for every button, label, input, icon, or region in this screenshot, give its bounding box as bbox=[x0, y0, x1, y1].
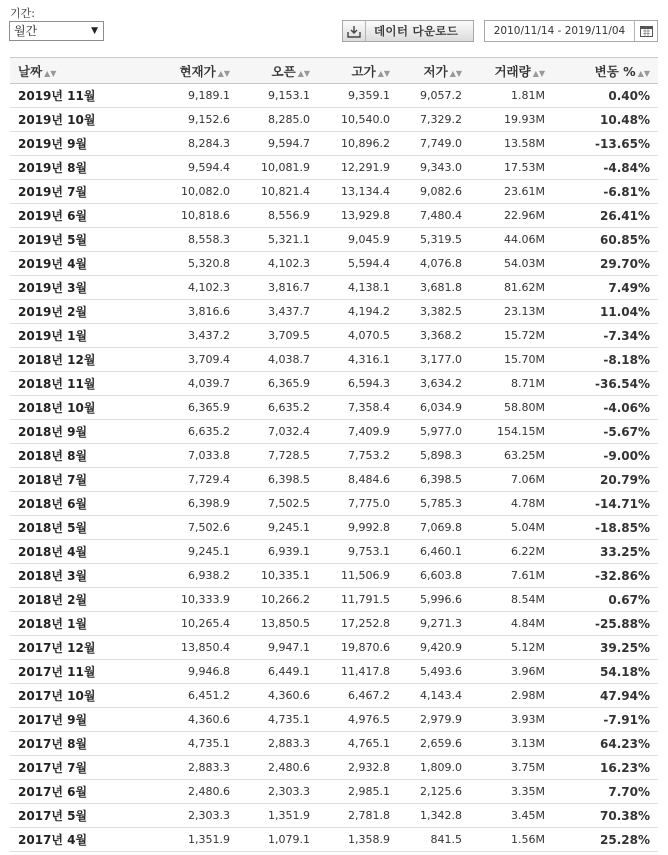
cell-date: 2017년 11월 bbox=[10, 660, 138, 684]
cell-open: 2,883.3 bbox=[238, 732, 318, 756]
cell-open: 8,556.9 bbox=[238, 204, 318, 228]
cell-change: -6.81% bbox=[553, 180, 658, 204]
cell-date: 2018년 11월 bbox=[10, 372, 138, 396]
table-row bbox=[10, 276, 658, 300]
cell-low: 3,681.8 bbox=[398, 276, 470, 300]
cell-open: 4,038.7 bbox=[238, 348, 318, 372]
cell-date: 2018년 1월 bbox=[10, 612, 138, 636]
table-row bbox=[10, 660, 658, 684]
cell-low: 4,076.8 bbox=[398, 252, 470, 276]
cell-date: 2017년 6월 bbox=[10, 780, 138, 804]
cell-volume: 4.84M bbox=[470, 612, 553, 636]
cell-change: 0.67% bbox=[553, 588, 658, 612]
table-row bbox=[10, 228, 658, 252]
cell-change: 7.70% bbox=[553, 780, 658, 804]
table-row bbox=[10, 420, 658, 444]
download-data-button[interactable] bbox=[342, 20, 474, 42]
cell-low: 9,343.0 bbox=[398, 156, 470, 180]
cell-open: 4,735.1 bbox=[238, 708, 318, 732]
cell-open: 5,321.1 bbox=[238, 228, 318, 252]
cell-volume: 4.78M bbox=[470, 492, 553, 516]
cell-volume: 3.13M bbox=[470, 732, 553, 756]
cell-price: 13,850.4 bbox=[138, 636, 238, 660]
cell-date: 2017년 4월 bbox=[10, 828, 138, 852]
cell-open: 9,153.1 bbox=[238, 84, 318, 108]
cell-high: 8,484.6 bbox=[318, 468, 398, 492]
table-row bbox=[10, 300, 658, 324]
cell-high: 11,417.8 bbox=[318, 660, 398, 684]
cell-open: 3,709.5 bbox=[238, 324, 318, 348]
cell-date: 2017년 7월 bbox=[10, 756, 138, 780]
sort-icon: ▲▼ bbox=[637, 68, 650, 78]
column-header-price[interactable]: 현재가 ▲▼ bbox=[138, 58, 238, 84]
cell-change: 16.23% bbox=[553, 756, 658, 780]
cell-price: 2,303.3 bbox=[138, 804, 238, 828]
table-row bbox=[10, 732, 658, 756]
column-header-high[interactable]: 고가 ▲▼ bbox=[318, 58, 398, 84]
cell-price: 7,729.4 bbox=[138, 468, 238, 492]
cell-price: 4,102.3 bbox=[138, 276, 238, 300]
cell-price: 9,189.1 bbox=[138, 84, 238, 108]
cell-price: 4,039.7 bbox=[138, 372, 238, 396]
table-row bbox=[10, 204, 658, 228]
table-row bbox=[10, 132, 658, 156]
cell-high: 10,896.2 bbox=[318, 132, 398, 156]
cell-price: 5,320.8 bbox=[138, 252, 238, 276]
cell-low: 3,634.2 bbox=[398, 372, 470, 396]
cell-change: 33.25% bbox=[553, 540, 658, 564]
table-row bbox=[10, 708, 658, 732]
sort-icon: ▲▼ bbox=[44, 68, 57, 78]
cell-high: 6,594.3 bbox=[318, 372, 398, 396]
cell-open: 10,821.4 bbox=[238, 180, 318, 204]
cell-volume: 58.80M bbox=[470, 396, 553, 420]
cell-date: 2019년 6월 bbox=[10, 204, 138, 228]
cell-low: 4,143.4 bbox=[398, 684, 470, 708]
cell-change: 0.40% bbox=[553, 84, 658, 108]
cell-date: 2018년 10월 bbox=[10, 396, 138, 420]
table-row bbox=[10, 612, 658, 636]
cell-low: 9,271.3 bbox=[398, 612, 470, 636]
cell-low: 3,177.0 bbox=[398, 348, 470, 372]
cell-price: 6,398.9 bbox=[138, 492, 238, 516]
cell-date: 2017년 12월 bbox=[10, 636, 138, 660]
cell-change: -13.65% bbox=[553, 132, 658, 156]
cell-volume: 5.04M bbox=[470, 516, 553, 540]
cell-high: 5,594.4 bbox=[318, 252, 398, 276]
cell-change: -7.34% bbox=[553, 324, 658, 348]
cell-change: -5.67% bbox=[553, 420, 658, 444]
cell-price: 9,152.6 bbox=[138, 108, 238, 132]
cell-volume: 8.71M bbox=[470, 372, 553, 396]
cell-high: 1,358.9 bbox=[318, 828, 398, 852]
cell-high: 4,976.5 bbox=[318, 708, 398, 732]
cell-date: 2019년 9월 bbox=[10, 132, 138, 156]
table-row bbox=[10, 396, 658, 420]
cell-change: 20.79% bbox=[553, 468, 658, 492]
date-range-picker[interactable] bbox=[484, 20, 658, 42]
download-button-label: 데이터 다운로드 bbox=[374, 24, 459, 38]
cell-high: 7,409.9 bbox=[318, 420, 398, 444]
historical-data-table bbox=[10, 57, 658, 852]
cell-price: 4,735.1 bbox=[138, 732, 238, 756]
cell-date: 2019년 10월 bbox=[10, 108, 138, 132]
cell-open: 7,502.5 bbox=[238, 492, 318, 516]
cell-open: 7,032.4 bbox=[238, 420, 318, 444]
cell-change: 54.18% bbox=[553, 660, 658, 684]
cell-date: 2019년 3월 bbox=[10, 276, 138, 300]
cell-low: 6,603.8 bbox=[398, 564, 470, 588]
cell-low: 7,749.0 bbox=[398, 132, 470, 156]
cell-high: 4,194.2 bbox=[318, 300, 398, 324]
cell-low: 6,034.9 bbox=[398, 396, 470, 420]
cell-volume: 1.56M bbox=[470, 828, 553, 852]
cell-open: 13,850.5 bbox=[238, 612, 318, 636]
cell-change: -8.18% bbox=[553, 348, 658, 372]
cell-change: -18.85% bbox=[553, 516, 658, 540]
cell-volume: 6.22M bbox=[470, 540, 553, 564]
cell-volume: 7.06M bbox=[470, 468, 553, 492]
sort-icon: ▲▼ bbox=[297, 68, 310, 78]
table-row bbox=[10, 684, 658, 708]
cell-high: 7,775.0 bbox=[318, 492, 398, 516]
cell-low: 7,480.4 bbox=[398, 204, 470, 228]
cell-low: 5,493.6 bbox=[398, 660, 470, 684]
cell-volume: 23.61M bbox=[470, 180, 553, 204]
cell-volume: 19.93M bbox=[470, 108, 553, 132]
cell-open: 9,245.1 bbox=[238, 516, 318, 540]
table-row bbox=[10, 372, 658, 396]
cell-price: 3,816.6 bbox=[138, 300, 238, 324]
cell-date: 2018년 5월 bbox=[10, 516, 138, 540]
cell-price: 9,245.1 bbox=[138, 540, 238, 564]
cell-date: 2018년 12월 bbox=[10, 348, 138, 372]
cell-open: 3,437.7 bbox=[238, 300, 318, 324]
cell-change: -4.84% bbox=[553, 156, 658, 180]
cell-date: 2019년 7월 bbox=[10, 180, 138, 204]
cell-volume: 154.15M bbox=[470, 420, 553, 444]
cell-volume: 63.25M bbox=[470, 444, 553, 468]
table-row bbox=[10, 84, 658, 108]
cell-volume: 3.45M bbox=[470, 804, 553, 828]
cell-price: 10,333.9 bbox=[138, 588, 238, 612]
cell-date: 2019년 8월 bbox=[10, 156, 138, 180]
cell-high: 7,358.4 bbox=[318, 396, 398, 420]
cell-volume: 44.06M bbox=[470, 228, 553, 252]
cell-change: -32.86% bbox=[553, 564, 658, 588]
table-row bbox=[10, 828, 658, 852]
cell-high: 10,540.0 bbox=[318, 108, 398, 132]
table-row bbox=[10, 180, 658, 204]
cell-low: 7,069.8 bbox=[398, 516, 470, 540]
column-header-volume[interactable]: 거래량 ▲▼ bbox=[470, 58, 553, 84]
cell-high: 9,359.1 bbox=[318, 84, 398, 108]
cell-low: 5,319.5 bbox=[398, 228, 470, 252]
cell-price: 7,033.8 bbox=[138, 444, 238, 468]
cell-high: 12,291.9 bbox=[318, 156, 398, 180]
sort-icon: ▲▼ bbox=[217, 68, 230, 78]
cell-volume: 13.58M bbox=[470, 132, 553, 156]
cell-change: 25.28% bbox=[553, 828, 658, 852]
cell-price: 6,451.2 bbox=[138, 684, 238, 708]
cell-open: 6,635.2 bbox=[238, 396, 318, 420]
cell-change: 7.49% bbox=[553, 276, 658, 300]
cell-volume: 23.13M bbox=[470, 300, 553, 324]
cell-high: 4,316.1 bbox=[318, 348, 398, 372]
cell-date: 2018년 2월 bbox=[10, 588, 138, 612]
cell-date: 2018년 6월 bbox=[10, 492, 138, 516]
cell-high: 13,929.8 bbox=[318, 204, 398, 228]
period-select[interactable] bbox=[9, 21, 104, 41]
cell-volume: 7.61M bbox=[470, 564, 553, 588]
cell-high: 2,932.8 bbox=[318, 756, 398, 780]
cell-change: 39.25% bbox=[553, 636, 658, 660]
cell-change: 26.41% bbox=[553, 204, 658, 228]
table-row bbox=[10, 156, 658, 180]
cell-high: 4,765.1 bbox=[318, 732, 398, 756]
cell-date: 2019년 2월 bbox=[10, 300, 138, 324]
cell-price: 4,360.6 bbox=[138, 708, 238, 732]
cell-low: 9,057.2 bbox=[398, 84, 470, 108]
cell-low: 2,659.6 bbox=[398, 732, 470, 756]
table-row bbox=[10, 756, 658, 780]
cell-date: 2017년 5월 bbox=[10, 804, 138, 828]
cell-volume: 81.62M bbox=[470, 276, 553, 300]
cell-change: -36.54% bbox=[553, 372, 658, 396]
cell-high: 17,252.8 bbox=[318, 612, 398, 636]
cell-change: -4.06% bbox=[553, 396, 658, 420]
cell-low: 1,809.0 bbox=[398, 756, 470, 780]
cell-open: 4,102.3 bbox=[238, 252, 318, 276]
cell-high: 11,791.5 bbox=[318, 588, 398, 612]
cell-volume: 5.12M bbox=[470, 636, 553, 660]
cell-high: 11,506.9 bbox=[318, 564, 398, 588]
sort-icon: ▲▼ bbox=[449, 68, 462, 78]
cell-price: 2,883.3 bbox=[138, 756, 238, 780]
cell-low: 3,382.5 bbox=[398, 300, 470, 324]
table-row bbox=[10, 588, 658, 612]
column-header-open[interactable]: 오픈 ▲▼ bbox=[238, 58, 318, 84]
cell-high: 9,753.1 bbox=[318, 540, 398, 564]
cell-volume: 15.70M bbox=[470, 348, 553, 372]
table-row bbox=[10, 636, 658, 660]
table-row bbox=[10, 804, 658, 828]
cell-price: 3,437.2 bbox=[138, 324, 238, 348]
cell-low: 5,996.6 bbox=[398, 588, 470, 612]
cell-high: 6,467.2 bbox=[318, 684, 398, 708]
period-label: 기간: bbox=[10, 7, 35, 20]
cell-open: 2,480.6 bbox=[238, 756, 318, 780]
cell-high: 13,134.4 bbox=[318, 180, 398, 204]
calendar-icon[interactable] bbox=[634, 21, 657, 41]
dropdown-arrow-icon: ▼ bbox=[91, 26, 98, 36]
cell-date: 2017년 8월 bbox=[10, 732, 138, 756]
cell-open: 10,335.1 bbox=[238, 564, 318, 588]
cell-low: 7,329.2 bbox=[398, 108, 470, 132]
cell-high: 9,045.9 bbox=[318, 228, 398, 252]
cell-open: 3,816.7 bbox=[238, 276, 318, 300]
cell-date: 2018년 9월 bbox=[10, 420, 138, 444]
table-row bbox=[10, 540, 658, 564]
cell-price: 6,635.2 bbox=[138, 420, 238, 444]
cell-change: -9.00% bbox=[553, 444, 658, 468]
cell-low: 9,420.9 bbox=[398, 636, 470, 660]
cell-open: 6,939.1 bbox=[238, 540, 318, 564]
cell-price: 3,709.4 bbox=[138, 348, 238, 372]
table-row bbox=[10, 780, 658, 804]
cell-low: 841.5 bbox=[398, 828, 470, 852]
column-header-date[interactable]: 날짜 ▲▼ bbox=[10, 58, 138, 84]
cell-open: 6,398.5 bbox=[238, 468, 318, 492]
cell-high: 2,781.8 bbox=[318, 804, 398, 828]
cell-volume: 1.81M bbox=[470, 84, 553, 108]
cell-open: 1,079.1 bbox=[238, 828, 318, 852]
cell-change: 47.94% bbox=[553, 684, 658, 708]
cell-low: 6,460.1 bbox=[398, 540, 470, 564]
cell-low: 3,368.2 bbox=[398, 324, 470, 348]
table-row bbox=[10, 468, 658, 492]
cell-price: 8,558.3 bbox=[138, 228, 238, 252]
cell-volume: 15.72M bbox=[470, 324, 553, 348]
cell-change: 64.23% bbox=[553, 732, 658, 756]
cell-date: 2019년 11월 bbox=[10, 84, 138, 108]
cell-open: 8,285.0 bbox=[238, 108, 318, 132]
cell-open: 2,303.3 bbox=[238, 780, 318, 804]
cell-price: 10,082.0 bbox=[138, 180, 238, 204]
cell-change: -7.91% bbox=[553, 708, 658, 732]
cell-price: 8,284.3 bbox=[138, 132, 238, 156]
cell-change: 70.38% bbox=[553, 804, 658, 828]
cell-low: 5,898.3 bbox=[398, 444, 470, 468]
table-row bbox=[10, 348, 658, 372]
cell-open: 7,728.5 bbox=[238, 444, 318, 468]
table-header-row bbox=[10, 58, 658, 84]
cell-price: 10,265.4 bbox=[138, 612, 238, 636]
cell-price: 10,818.6 bbox=[138, 204, 238, 228]
cell-open: 10,266.2 bbox=[238, 588, 318, 612]
cell-change: 11.04% bbox=[553, 300, 658, 324]
cell-change: 29.70% bbox=[553, 252, 658, 276]
cell-low: 6,398.5 bbox=[398, 468, 470, 492]
cell-change: -25.88% bbox=[553, 612, 658, 636]
cell-date: 2017년 10월 bbox=[10, 684, 138, 708]
cell-volume: 3.93M bbox=[470, 708, 553, 732]
table-row bbox=[10, 444, 658, 468]
cell-open: 4,360.6 bbox=[238, 684, 318, 708]
cell-open: 6,365.9 bbox=[238, 372, 318, 396]
cell-high: 4,070.5 bbox=[318, 324, 398, 348]
table-row bbox=[10, 324, 658, 348]
table-row bbox=[10, 108, 658, 132]
cell-change: -14.71% bbox=[553, 492, 658, 516]
cell-date: 2018년 3월 bbox=[10, 564, 138, 588]
cell-low: 2,979.9 bbox=[398, 708, 470, 732]
table-row bbox=[10, 252, 658, 276]
cell-low: 9,082.6 bbox=[398, 180, 470, 204]
cell-price: 2,480.6 bbox=[138, 780, 238, 804]
cell-price: 6,365.9 bbox=[138, 396, 238, 420]
cell-high: 9,992.8 bbox=[318, 516, 398, 540]
cell-low: 5,785.3 bbox=[398, 492, 470, 516]
cell-volume: 54.03M bbox=[470, 252, 553, 276]
cell-volume: 8.54M bbox=[470, 588, 553, 612]
cell-open: 10,081.9 bbox=[238, 156, 318, 180]
cell-open: 9,594.7 bbox=[238, 132, 318, 156]
cell-date: 2019년 1월 bbox=[10, 324, 138, 348]
cell-high: 4,138.1 bbox=[318, 276, 398, 300]
cell-change: 60.85% bbox=[553, 228, 658, 252]
cell-price: 6,938.2 bbox=[138, 564, 238, 588]
sort-icon: ▲▼ bbox=[532, 68, 545, 78]
cell-high: 19,870.6 bbox=[318, 636, 398, 660]
cell-change: 10.48% bbox=[553, 108, 658, 132]
download-icon bbox=[343, 21, 366, 41]
cell-volume: 3.75M bbox=[470, 756, 553, 780]
cell-open: 9,947.1 bbox=[238, 636, 318, 660]
cell-low: 5,977.0 bbox=[398, 420, 470, 444]
cell-price: 1,351.9 bbox=[138, 828, 238, 852]
cell-price: 9,594.4 bbox=[138, 156, 238, 180]
cell-low: 1,342.8 bbox=[398, 804, 470, 828]
cell-date: 2018년 4월 bbox=[10, 540, 138, 564]
cell-price: 7,502.6 bbox=[138, 516, 238, 540]
cell-date: 2018년 8월 bbox=[10, 444, 138, 468]
cell-volume: 3.35M bbox=[470, 780, 553, 804]
table-row bbox=[10, 492, 658, 516]
cell-high: 2,985.1 bbox=[318, 780, 398, 804]
cell-high: 7,753.2 bbox=[318, 444, 398, 468]
sort-icon: ▲▼ bbox=[377, 68, 390, 78]
cell-low: 2,125.6 bbox=[398, 780, 470, 804]
cell-volume: 2.98M bbox=[470, 684, 553, 708]
cell-open: 1,351.9 bbox=[238, 804, 318, 828]
cell-volume: 3.96M bbox=[470, 660, 553, 684]
table-row bbox=[10, 564, 658, 588]
period-select-value: 월간 bbox=[14, 24, 38, 38]
cell-volume: 17.53M bbox=[470, 156, 553, 180]
cell-volume: 22.96M bbox=[470, 204, 553, 228]
cell-date: 2017년 9월 bbox=[10, 708, 138, 732]
cell-date: 2018년 7월 bbox=[10, 468, 138, 492]
column-header-change[interactable]: 변동 % ▲▼ bbox=[553, 58, 658, 84]
table-row bbox=[10, 516, 658, 540]
cell-open: 6,449.1 bbox=[238, 660, 318, 684]
column-header-low[interactable]: 저가 ▲▼ bbox=[398, 58, 470, 84]
cell-price: 9,946.8 bbox=[138, 660, 238, 684]
cell-date: 2019년 5월 bbox=[10, 228, 138, 252]
date-range-text: 2010/11/14 - 2019/11/04 bbox=[493, 25, 626, 37]
cell-date: 2019년 4월 bbox=[10, 252, 138, 276]
